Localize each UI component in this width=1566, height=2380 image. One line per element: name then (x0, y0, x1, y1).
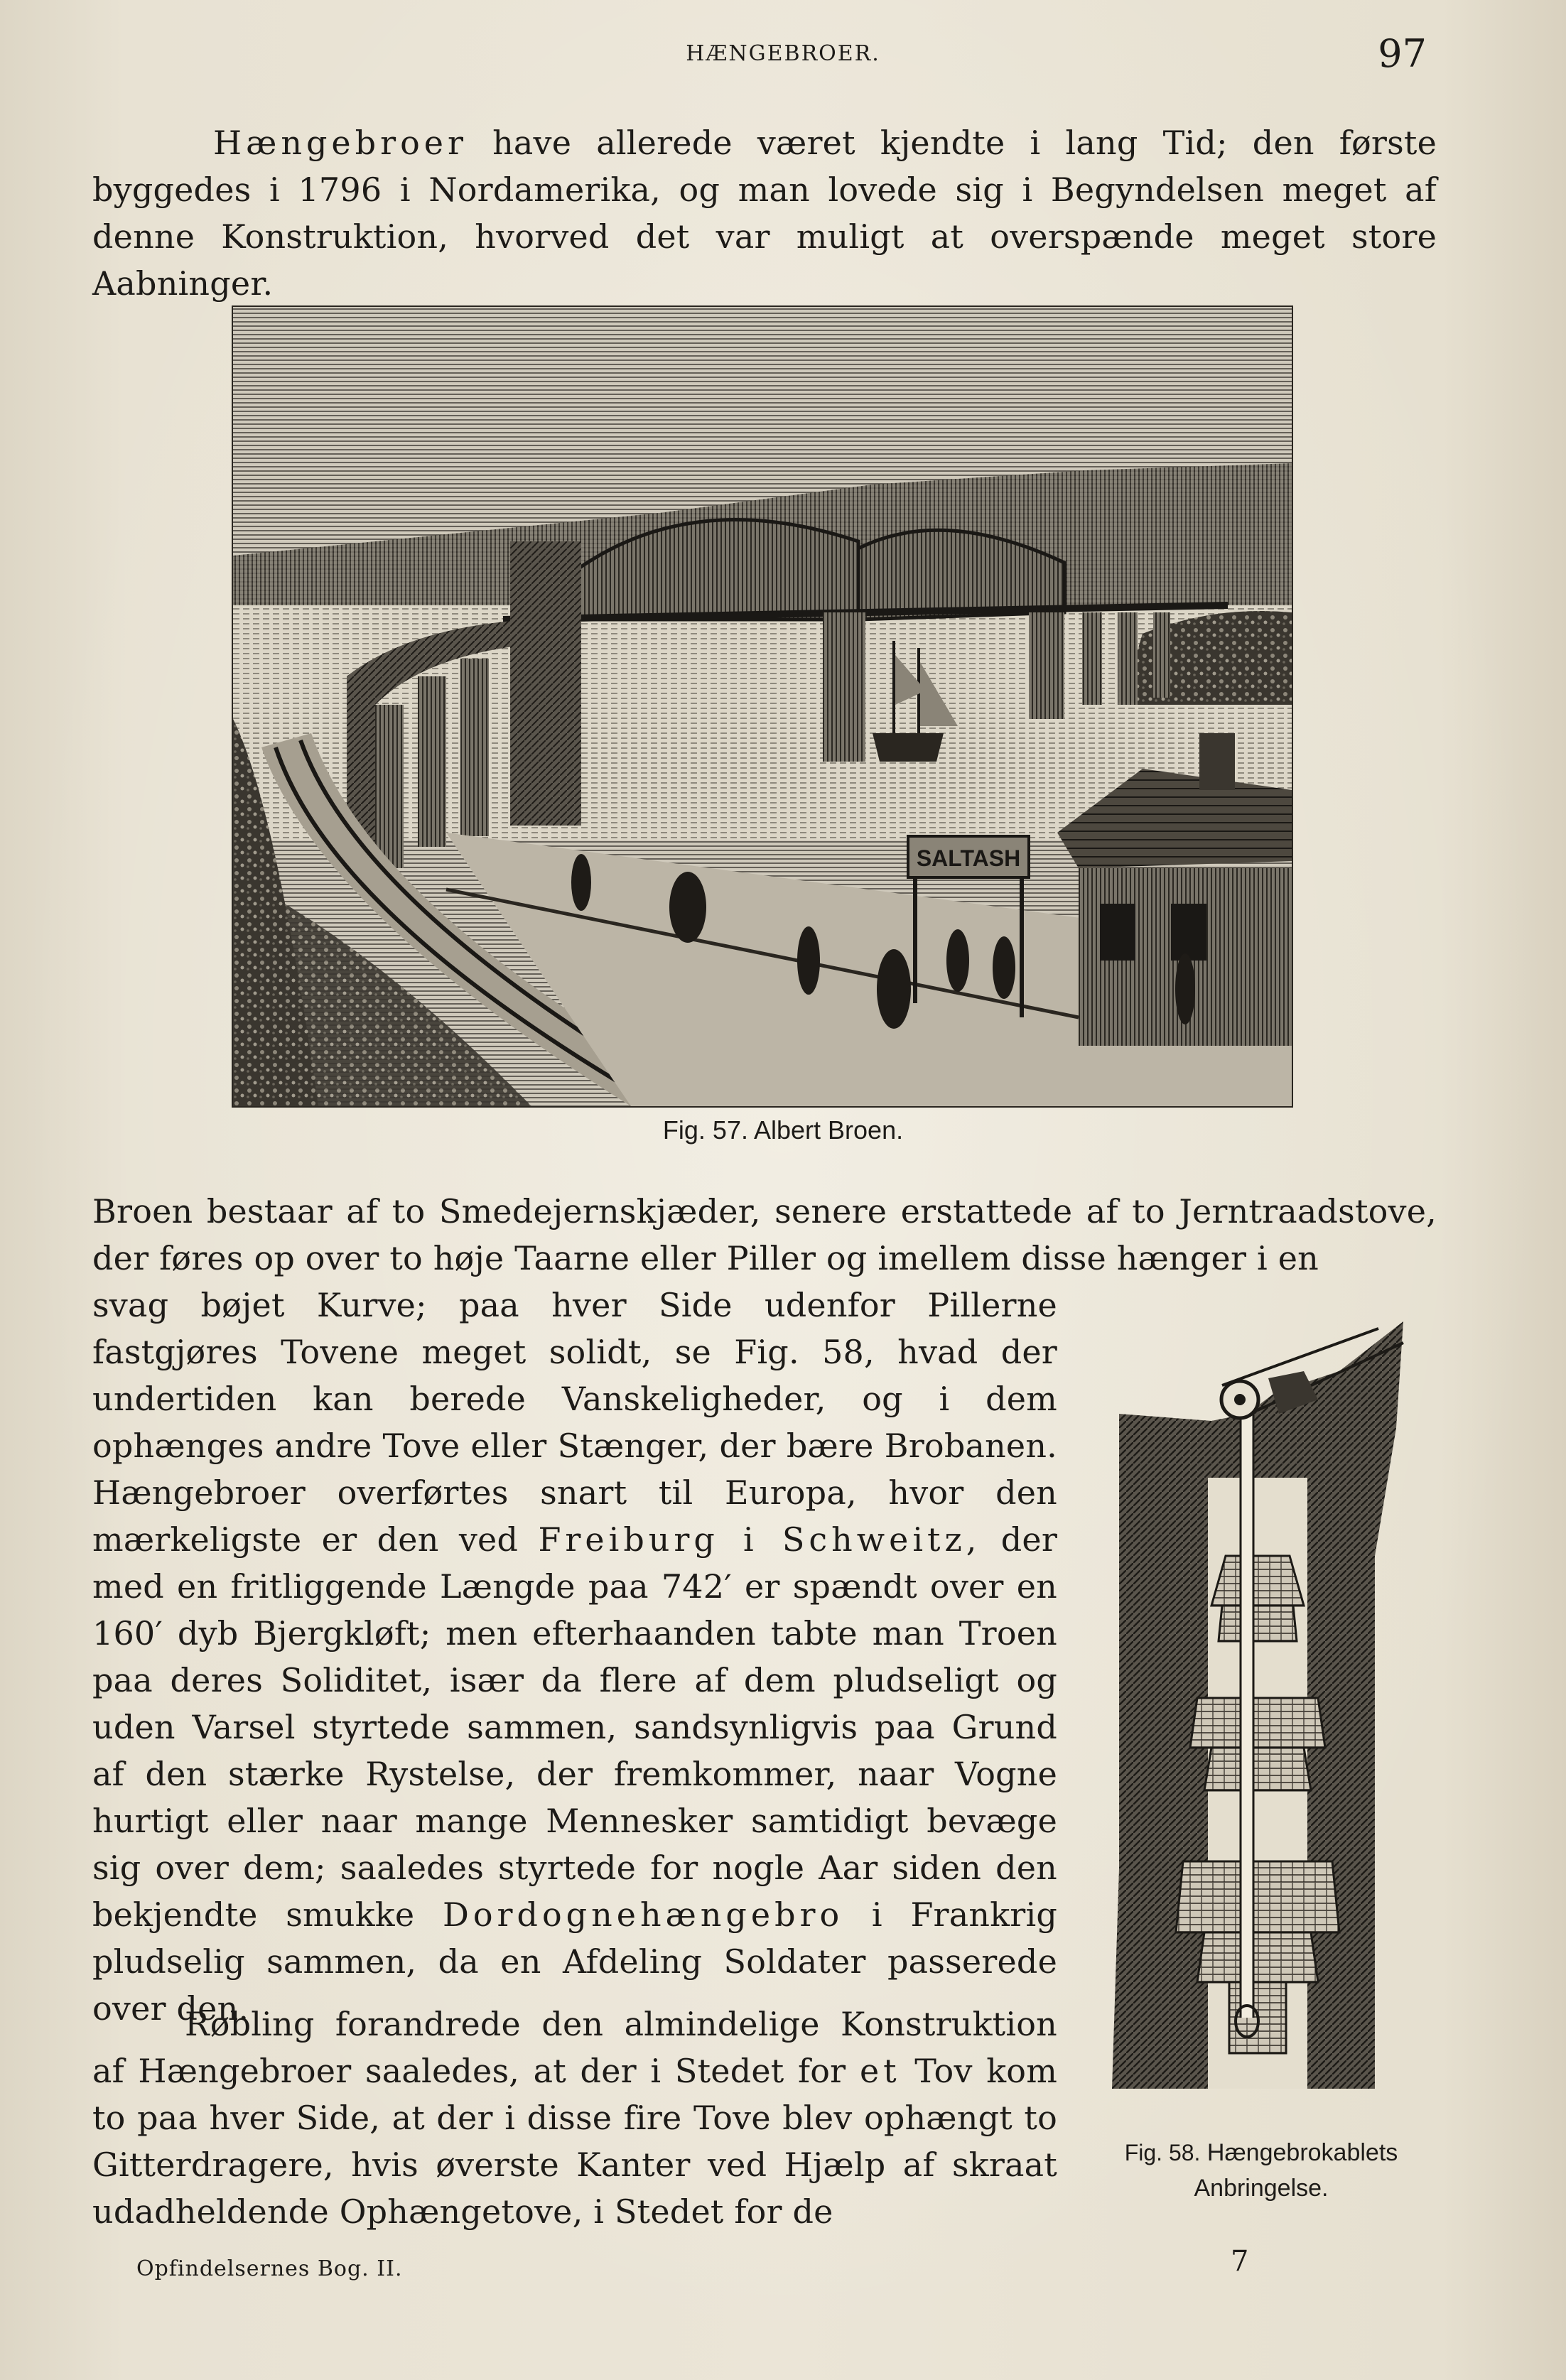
albert-bridge-engraving (233, 307, 1292, 1106)
footer-signature: 7 (1231, 2245, 1249, 2278)
roebling-text-1: Røbling forandrede den almindelige Konstruktion af Hængebroer saaledes, at der i Stedet for (92, 2005, 1057, 2090)
dordogne-name: Dordognehængebro (442, 1895, 844, 1934)
lead-word: Hængebroer (213, 124, 468, 162)
footer-book-title: Opfindelsernes Bog. II. (136, 2256, 403, 2281)
cable-anchorage-engraving (1105, 1300, 1439, 2089)
body-text-3: i Frankrig pludselig sammen, da en Afdeling Soldater passerede over den. (92, 1895, 1058, 2028)
figure-58-caption (1069, 2135, 1453, 2206)
roebling-paragraph (92, 2001, 1057, 2235)
figure-58-label: Fig. 58. (1124, 2140, 1201, 2165)
intro-paragraph (92, 119, 1437, 307)
figure-58-cable-anchorage (1105, 1300, 1439, 2089)
body-paragraph-column (92, 1282, 1057, 2032)
freiburg-name: Freiburg i Schweitz, (538, 1520, 981, 1559)
intro-text: have allerede været kjendte i lang Tid; den første byggedes i 1796 i Nordamerika, og man lovede sig i Begyndelsen meget af denne Konstruktion, hvorved det var muligt at overspænde meget store Aabninger. (92, 124, 1437, 303)
roebling-emphasis: et (859, 2052, 901, 2090)
figure-58-caption-text: Hængebrokablets Anbringelse. (1194, 2139, 1398, 2202)
running-title: HÆNGEBROER. (686, 41, 880, 66)
body-text-2: der med en fritliggende Længde paa 742′ er spændt over en 160′ dyb Bjergkløft; men efterhaanden tabte man Troen paa deres Soliditet, især da flere af dem pludseligt og uden Varsel styrtede sammen, sandsynligvis paa Grund af den stærke Rystelse, der fremkommer, naar Vogne hurtigt eller naar mange Mennesker samtidigt bevæge sig over dem; saaledes styrtede for nogle Aar siden den bekjendte smukke (92, 1520, 1058, 1934)
page-number: 97 (1378, 31, 1427, 76)
body-paragraph-full-width: Broen bestaar af to Smedejernskjæder, senere erstattede af to Jerntraadstove, der føres op over to høje Taarne eller Piller og imellem disse hænger i en (92, 1192, 1437, 1277)
station-sign-text: SALTASH (916, 845, 1021, 871)
body-text-1: svag bøjet Kurve; paa hver Side udenfor Pillerne fastgjøres Tovene meget solidt, se Fig. 58, hvad der undertiden kan berede Vanskeligheder, og i dem ophænges andre Tove eller Stænger, der bære Brobanen. Hængebroer overførtes snart til Europa, hvor den mærkeligste er den ved (92, 1286, 1057, 1559)
figure-57-albert-bridge (232, 305, 1293, 1108)
roebling-text-2: Tov kom to paa hver Side, at der i disse fire Tove blev ophængt to Gitterdragere, hvis øverste Kanter ved Hjælp af skraat udadheldende Ophængetove, i Stedet for de (92, 2052, 1058, 2231)
figure-57-caption: Fig. 57. Albert Broen. (662, 1115, 904, 1145)
